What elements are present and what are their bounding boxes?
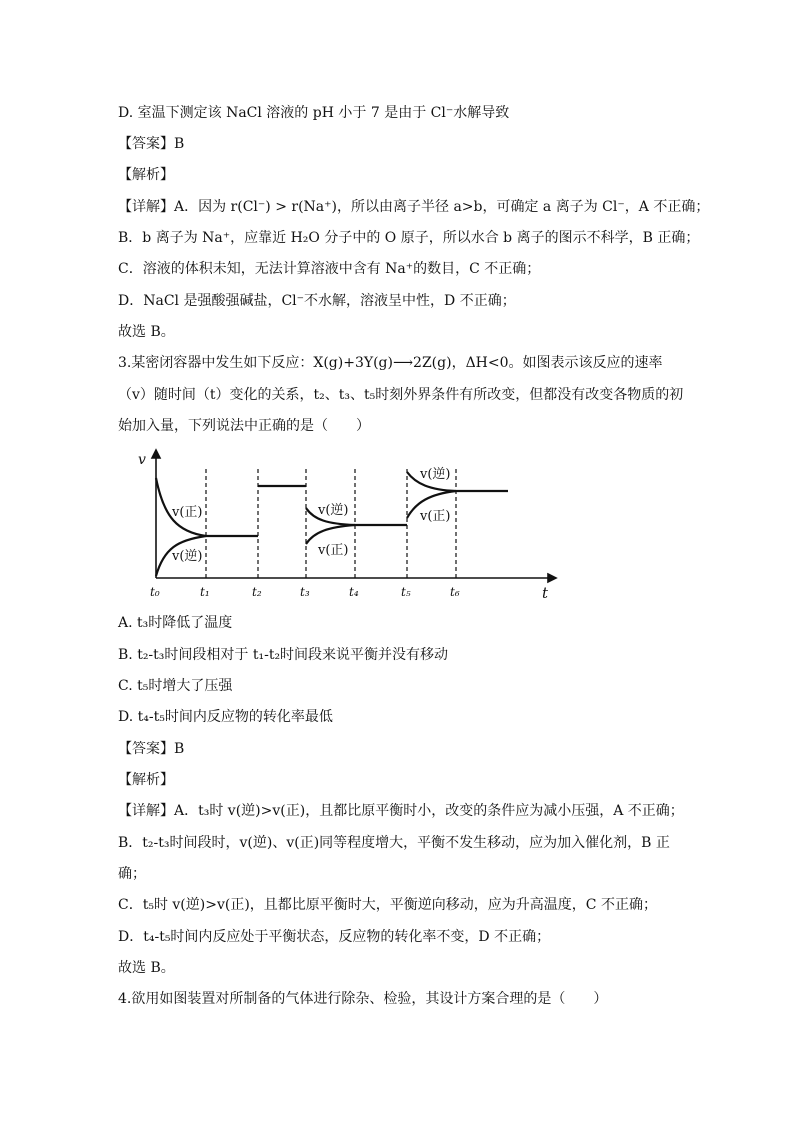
detail-b: B．b 离子为 Na⁺，应靠近 H₂O 分子中的 O 原子，所以水合 b 离子的图示不科学，B 正确； xyxy=(118,230,700,246)
explain-conclusion: 故选 B。 xyxy=(118,960,175,976)
option-d: D. t₄-t₅时间内反应物的转化率最低 xyxy=(118,709,333,725)
question-3-stem-1: 3.某密闭容器中发生如下反应：X(g)+3Y(g)⟶2Z(g)，ΔH<0。如图表示该反应的速率 xyxy=(118,355,663,371)
explain-c: C．t₅时 v(逆)>v(正)，且都比原平衡时大，平衡逆向移动，应为升高温度，C 不正确； xyxy=(118,897,657,913)
answer-label: 【答案】B xyxy=(118,136,185,152)
rate-time-chart xyxy=(128,448,558,608)
tick-t1: t₁ xyxy=(200,585,210,599)
option-d-previous: D. 室温下测定该 NaCl 溶液的 pH 小于 7 是由于 Cl⁻水解导致 xyxy=(118,105,510,121)
question-3-stem-2: （v）随时间（t）变化的关系，t₂、t₃、t₅时刻外界条件有所改变，但都没有改变各物质的初 xyxy=(118,387,684,403)
y-axis-arrow xyxy=(152,450,160,458)
label-v-forward-3: v(正) xyxy=(420,509,451,524)
option-a: A. t₃时降低了温度 xyxy=(118,615,233,631)
tick-t0: t₀ xyxy=(150,585,160,599)
option-c: C. t₅时增大了压强 xyxy=(118,678,233,694)
x-axis-label: t xyxy=(542,584,549,602)
axes xyxy=(152,450,556,582)
x-tick-labels xyxy=(150,585,460,599)
label-v-forward-2: v(正) xyxy=(318,543,349,558)
explain-d: D．t₄-t₅时间内反应处于平衡状态，反应物的转化率不变，D 不正确； xyxy=(118,929,551,945)
label-v-reverse-2: v(逆) xyxy=(318,503,349,518)
explain-b-cont: 确； xyxy=(118,866,146,882)
tick-t5: t₅ xyxy=(401,585,411,599)
detail-c: C．溶液的体积未知，无法计算溶液中含有 Na⁺的数目，C 不正确； xyxy=(118,261,541,277)
tick-t3: t₃ xyxy=(300,585,310,599)
explain-b: B．t₂-t₃时间段时，v(逆)、v(正)同等程度增大，平衡不发生移动，应为加入催化剂，B 正 xyxy=(118,835,670,851)
curve-forward-t3 xyxy=(306,525,355,544)
x-axis-arrow xyxy=(548,574,556,582)
question-3-stem-3: 始加入量，下列说法中正确的是（ ） xyxy=(118,418,370,434)
tick-t2: t₂ xyxy=(252,585,262,599)
tick-t6: t₆ xyxy=(450,585,460,599)
label-v-forward-1: v(正) xyxy=(172,505,203,520)
tick-t4: t₄ xyxy=(349,585,359,599)
y-axis-label: v xyxy=(138,452,146,468)
option-b: B. t₂-t₃时间段相对于 t₁-t₂时间段来说平衡并没有移动 xyxy=(118,647,449,663)
question-4-stem: 4.欲用如图装置对所制备的气体进行除杂、检验，其设计方案合理的是（ ） xyxy=(118,991,608,1007)
detail-a: 【详解】A．因为 r(Cl⁻) > r(Na⁺)，所以由离子半径 a>b，可确定 a 离子为 Cl⁻，A 不正确； xyxy=(118,199,710,215)
analysis-label-3: 【解析】 xyxy=(118,772,174,788)
conclusion: 故选 B。 xyxy=(118,324,175,340)
label-v-reverse-3: v(逆) xyxy=(420,467,451,482)
rate-curves xyxy=(156,472,508,576)
answer-label-3: 【答案】B xyxy=(118,741,185,757)
explain-a: 【详解】A．t₃时 v(逆)>v(正)，且都比原平衡时小，改变的条件应为减小压强，A 不正确； xyxy=(118,803,684,819)
analysis-label: 【解析】 xyxy=(118,167,174,183)
detail-d: D．NaCl 是强酸强碱盐，Cl⁻不水解，溶液呈中性，D 不正确； xyxy=(118,293,516,309)
label-v-reverse-1: v(逆) xyxy=(172,549,203,564)
